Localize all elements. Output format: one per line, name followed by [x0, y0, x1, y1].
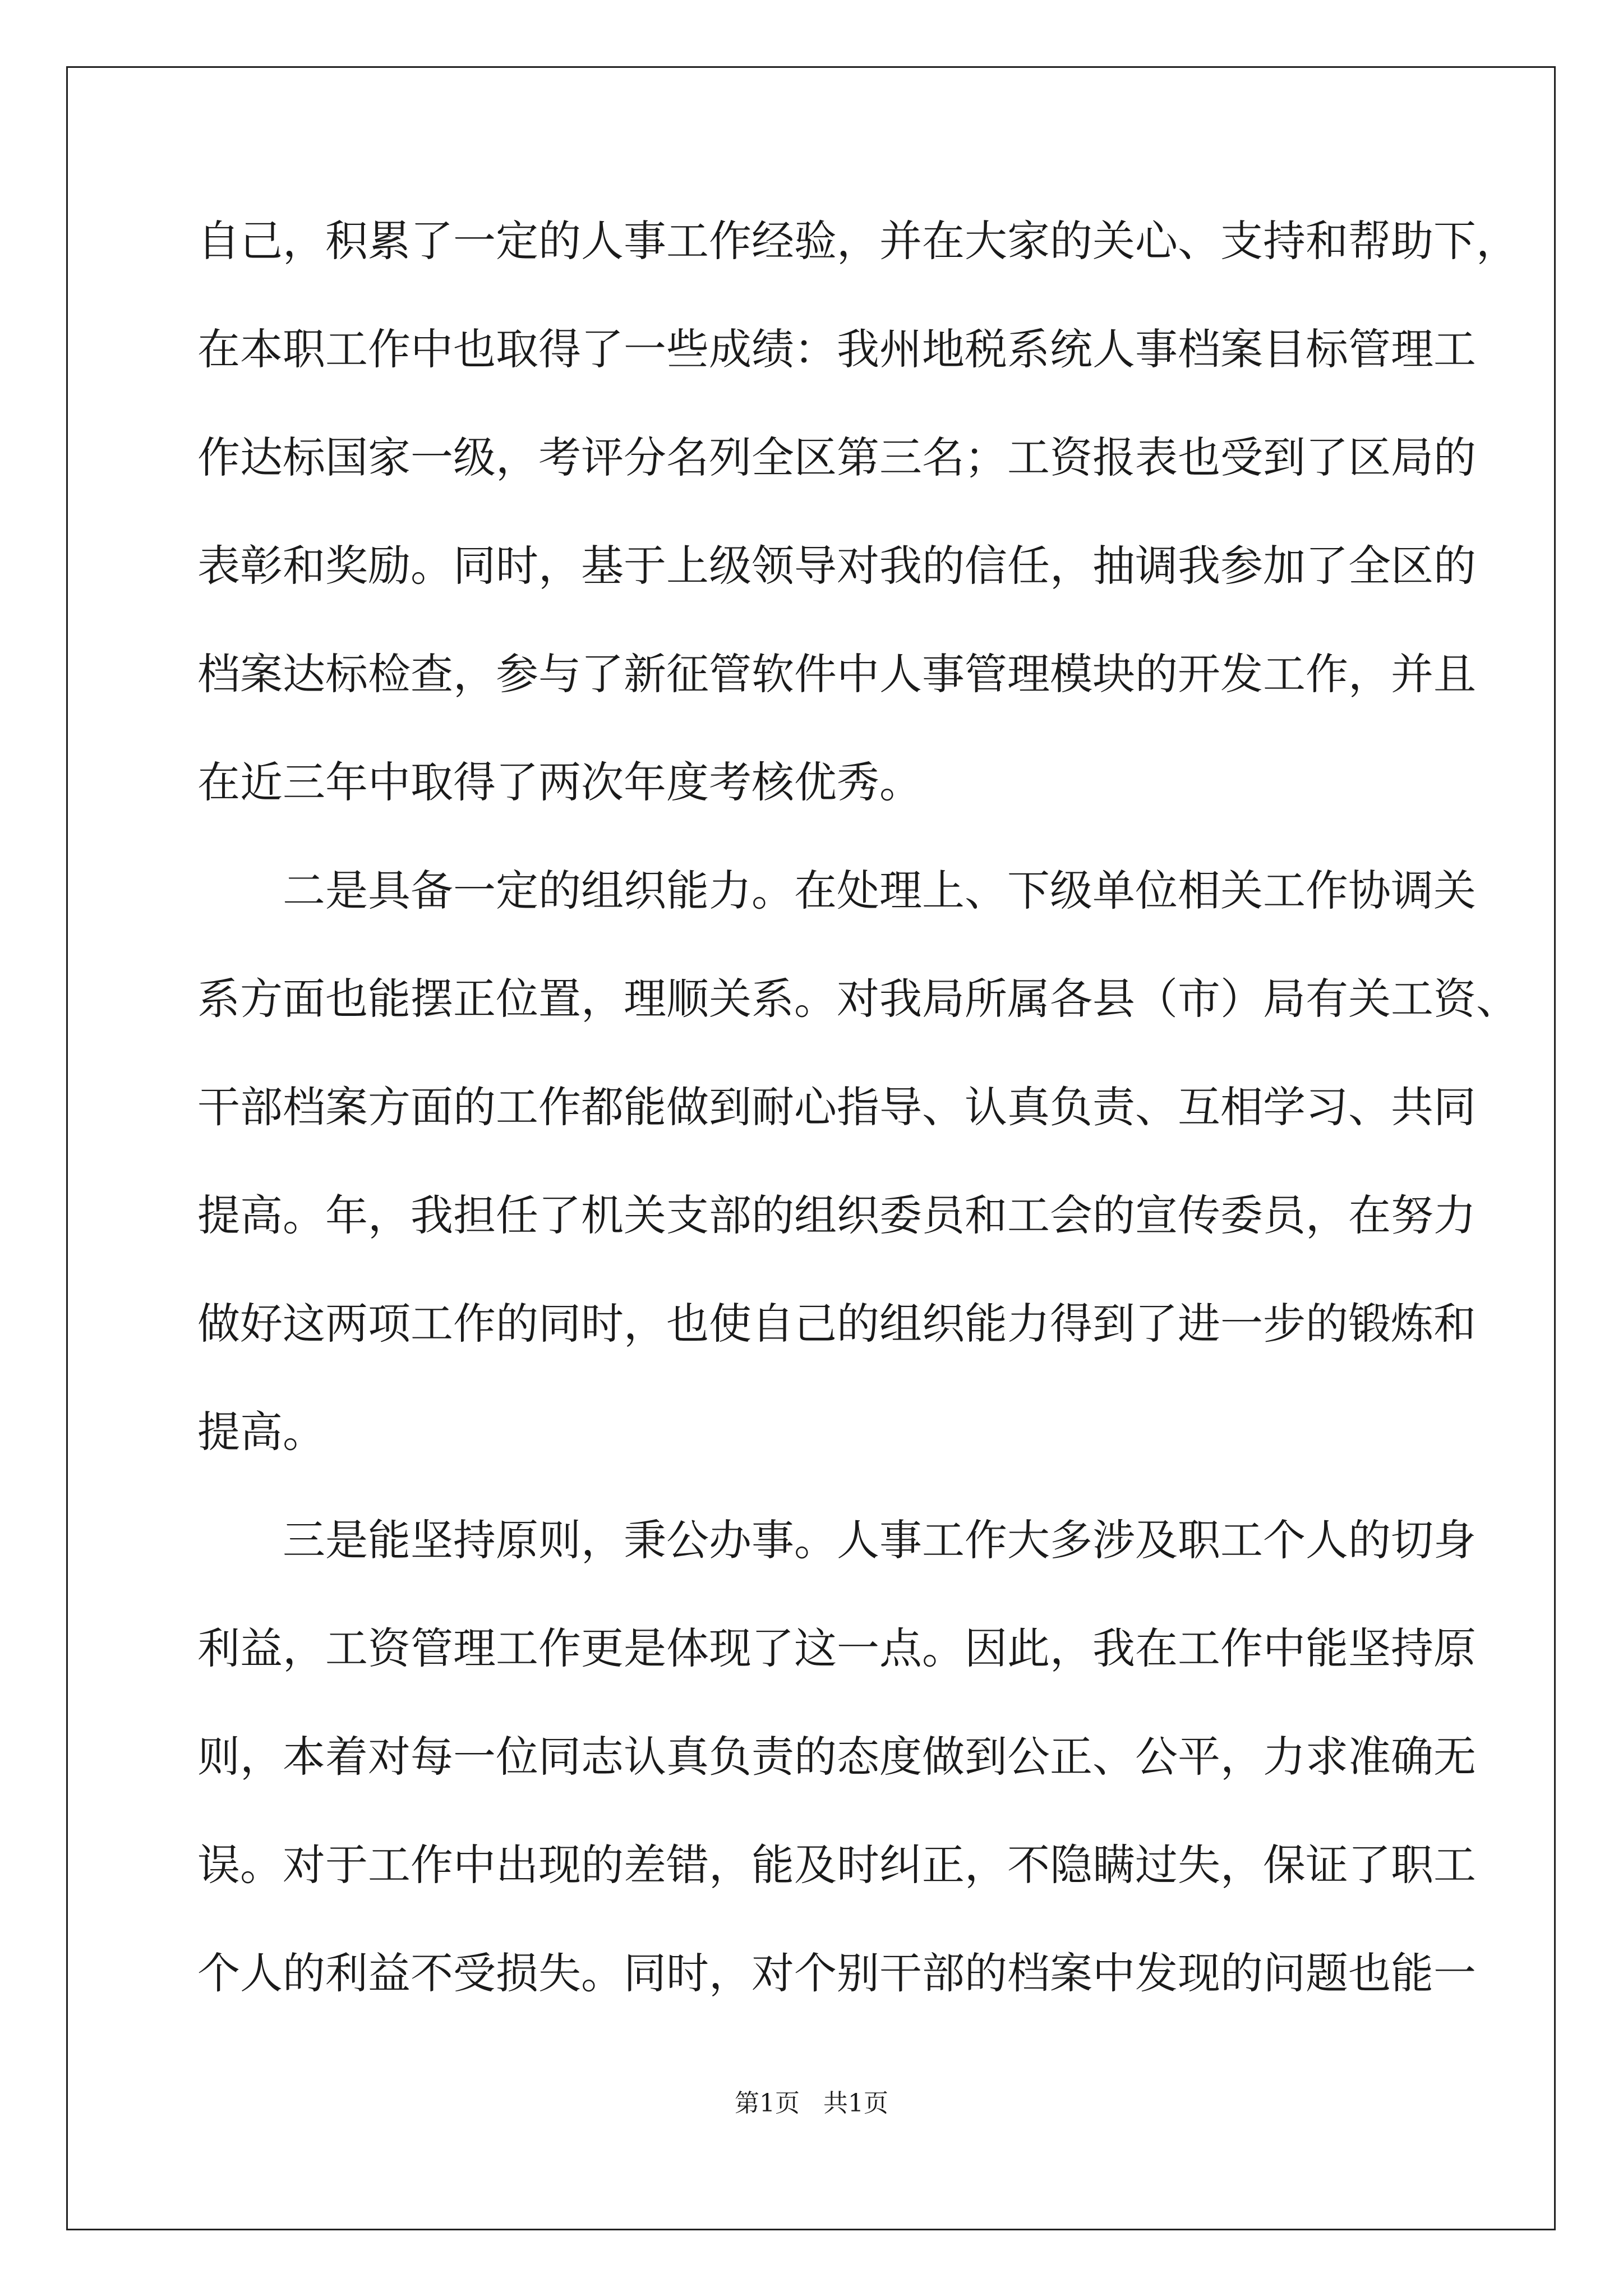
paragraph-line: 干部档案方面的工作都能做到耐心指导、认真负责、互相学习、共同: [197, 1082, 1476, 1132]
page-number: 第1页: [735, 2089, 800, 2118]
paragraph-line: 则，本着对每一位同志认真负责的态度做到公正、公平，力求准确无: [197, 1732, 1476, 1782]
paragraph-line: 误。对于工作中出现的差错，能及时纠正，不隐瞒过失，保证了职工: [197, 1840, 1476, 1890]
paragraph-line: 自己，积累了一定的人事工作经验，并在大家的关心、支持和帮助下，: [197, 216, 1519, 266]
paragraph-line: 提高。: [197, 1407, 325, 1457]
page-footer: [0, 2087, 1623, 2120]
paragraph-line: 二是具备一定的组织能力。在处理上、下级单位相关工作协调关: [283, 866, 1476, 915]
paragraph-line: 在近三年中取得了两次年度考核优秀。: [197, 757, 922, 807]
page-count: 共1页: [823, 2089, 888, 2118]
paragraph-line: 在本职工作中也取得了一些成绩：我州地税系统人事档案目标管理工: [197, 324, 1476, 374]
paragraph-line: 表彰和奖励。同时，基于上级领导对我的信任，抽调我参加了全区的: [197, 541, 1476, 591]
paragraph-line: 利益，工资管理工作更是体现了这一点。因此，我在工作中能坚持原: [197, 1623, 1476, 1673]
paragraph-line: 三是能坚持原则，秉公办事。人事工作大多涉及职工个人的切身: [283, 1515, 1476, 1565]
paragraph-line: 个人的利益不受损失。同时，对个别干部的档案中发现的问题也能一: [197, 1948, 1476, 1998]
paragraph-line: 档案达标检查，参与了新征管软件中人事管理模块的开发工作，并且: [197, 649, 1476, 699]
paragraph-line: 做好这两项工作的同时，也使自己的组织能力得到了进一步的锻炼和: [197, 1299, 1476, 1349]
paragraph-line: 提高。年，我担任了机关支部的组织委员和工会的宣传委员，在努力: [197, 1190, 1476, 1240]
paragraph-line: 作达标国家一级，考评分名列全区第三名；工资报表也受到了区局的: [197, 432, 1476, 482]
page-border: [66, 66, 1556, 2230]
paragraph-line: 系方面也能摆正位置，理顺关系。对我局所属各县（市）局有关工资、: [197, 974, 1519, 1024]
